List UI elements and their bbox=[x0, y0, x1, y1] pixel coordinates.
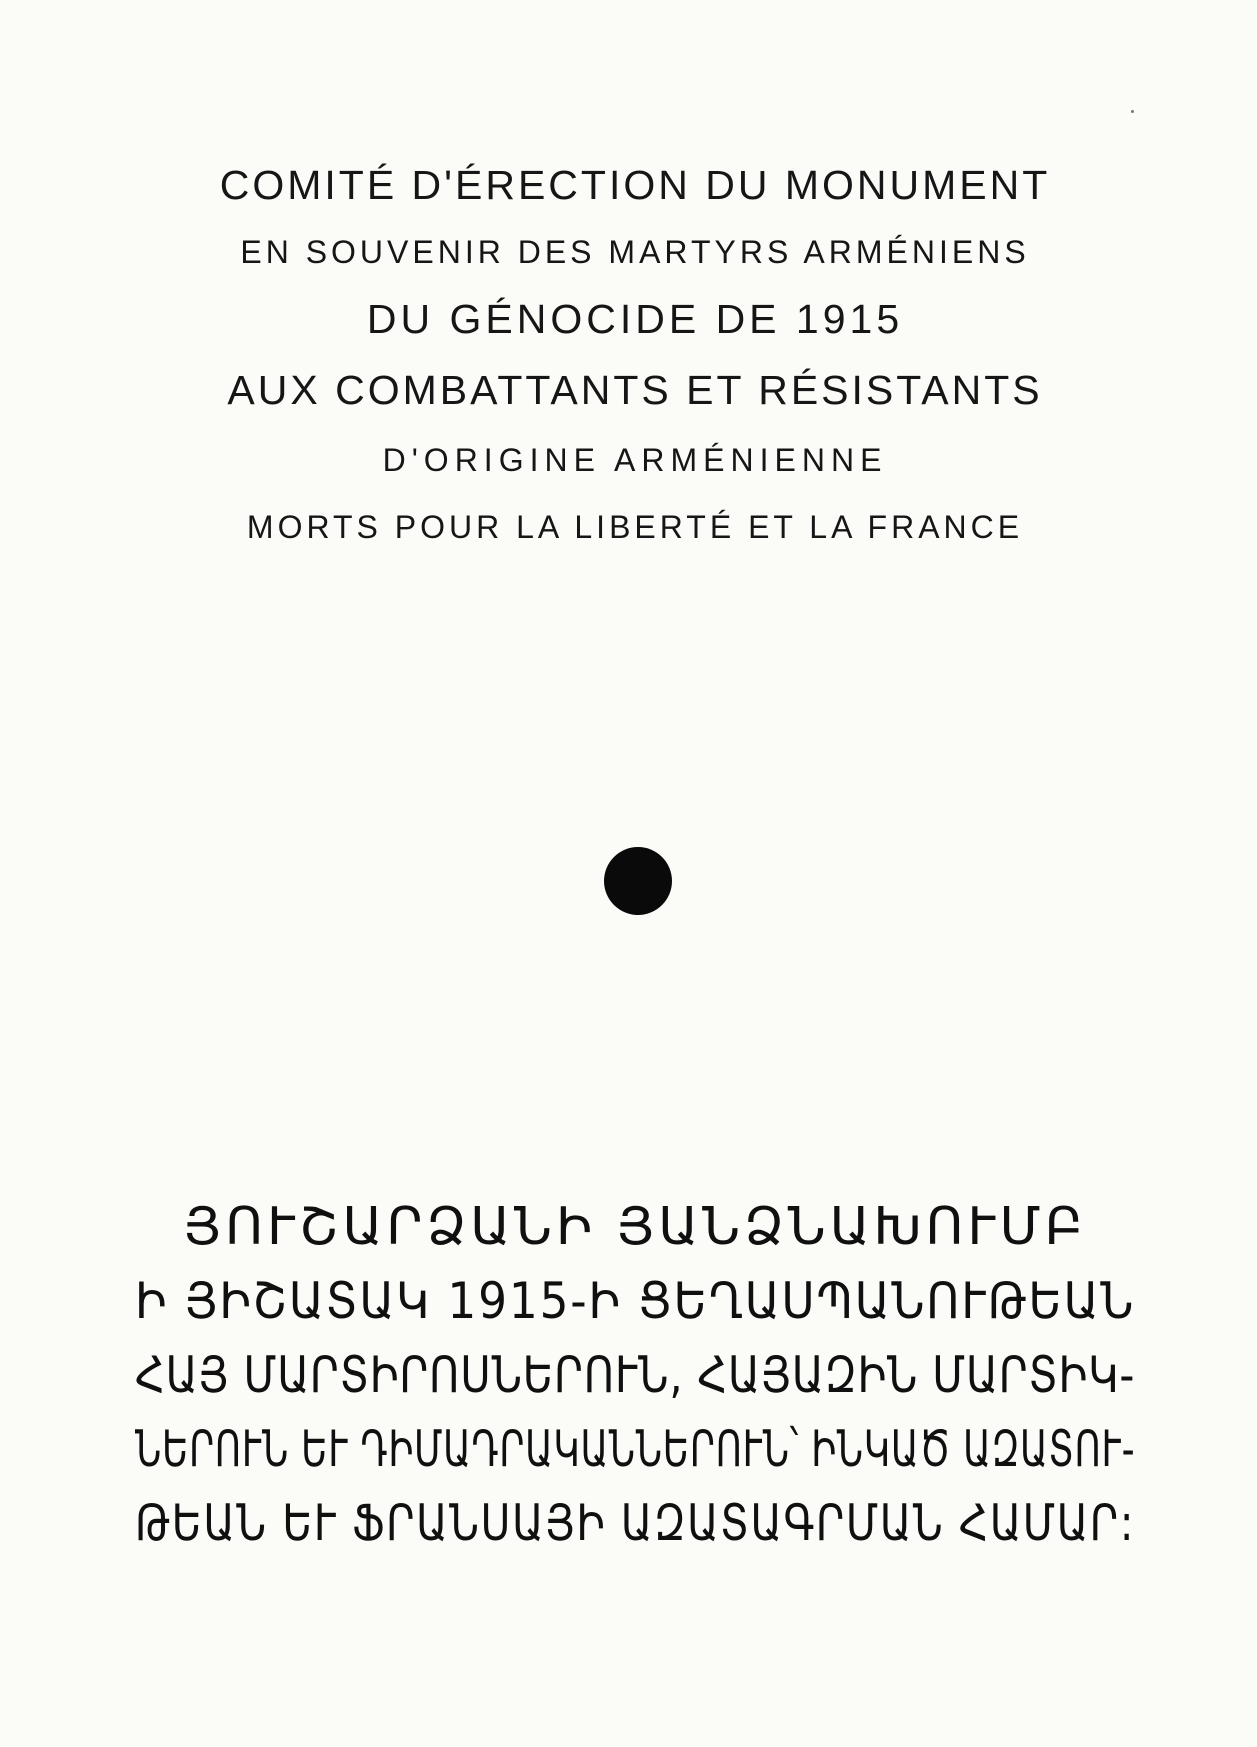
armenian-text-line-1: ՅՈՒՇԱՐՁԱՆԻ ՅԱՆՁՆԱԽՈՒՄԲ bbox=[183, 1197, 1087, 1257]
armenian-text bbox=[135, 1190, 1135, 1560]
french-heading-line-5: D'ORIGINE ARMÉNIENNE bbox=[382, 442, 888, 478]
armenian-text-line-3: ՀԱՅ ՄԱՐՏԻՐՈՍՆԵՐՈՒՆ, ՀԱՅԱԶԻՆ ՄԱՐՏԻԿ- bbox=[135, 1346, 1136, 1404]
separator-dot bbox=[604, 847, 672, 915]
french-heading-line-4: AUX COMBATTANTS ET RÉSISTANTS bbox=[227, 367, 1043, 413]
armenian-text-line-4: ՆԵՐՈՒՆ ԵՒ ԴԻՄԱԴՐԱԿԱՆՆԵՐՈՒՆ՝ ԻՆԿԱԾ ԱԶԱՏՈՒ- bbox=[135, 1420, 1136, 1478]
french-heading-line-6: MORTS POUR LA LIBERTÉ ET LA FRANCE bbox=[246, 509, 1024, 545]
french-heading-line-1: COMITÉ D'ÉRECTION DU MONUMENT bbox=[219, 162, 1051, 208]
french-heading-line-3: DU GÉNOCIDE DE 1915 bbox=[366, 296, 904, 342]
french-heading bbox=[150, 150, 1120, 560]
armenian-text-line-2: Ի ՅԻՇԱՏԱԿ 1915-Ի ՑԵՂԱՍՊԱՆՈՒԹԵԱՆ bbox=[135, 1272, 1136, 1330]
paper-speck bbox=[1131, 110, 1134, 113]
french-heading-line-2: EN SOUVENIR DES MARTYRS ARMÉNIENS bbox=[240, 234, 1030, 270]
armenian-text-line-5: ԹԵԱՆ ԵՒ ՖՐԱՆՍԱՅԻ ԱԶԱՏԱԳՐՄԱՆ ՀԱՄԱՐ: bbox=[135, 1494, 1136, 1552]
